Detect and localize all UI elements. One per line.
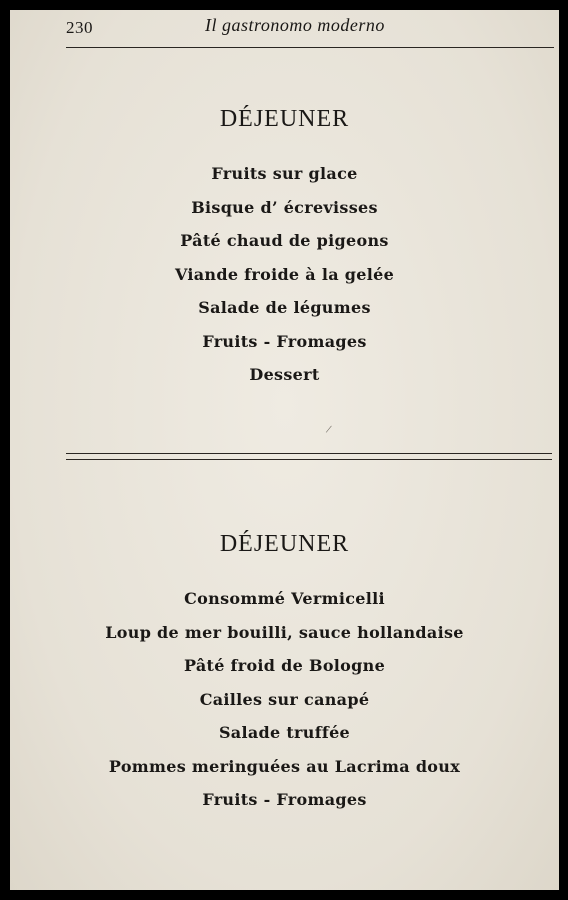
menu-section — [10, 99, 559, 392]
page-number: 230 — [66, 18, 93, 37]
menu-item: Pommes meringuées au Lacrima doux — [108, 756, 461, 776]
header-rule — [66, 47, 554, 48]
menu-item: Pâté froid de Bologne — [183, 656, 386, 675]
menu-item: Salade truffée — [218, 723, 351, 742]
menu-item: Pâté chaud de pigeons — [180, 231, 389, 250]
menu-item: Fruits - Fromages — [202, 790, 367, 809]
menu-item: Cailles sur canapé — [199, 689, 370, 709]
double-rule-divider — [66, 453, 552, 460]
menu-title: DÉJEUNER — [219, 106, 350, 132]
menu-item: Salade de légumes — [198, 298, 371, 317]
menu-section — [10, 524, 559, 817]
menu-item: Viande froide à la gelée — [174, 264, 395, 284]
running-title: Il gastronomo moderno — [205, 15, 385, 35]
ink-speck: / — [324, 421, 333, 437]
menu-item-list — [10, 582, 559, 817]
menu-item: Fruits sur glace — [211, 164, 358, 183]
menu-item: Dessert — [249, 365, 320, 384]
page-header — [10, 10, 559, 52]
book-page — [10, 10, 559, 890]
menu-item: Bisque d’ écrevisses — [191, 197, 378, 217]
menu-item: Fruits - Fromages — [202, 331, 367, 351]
menu-title: DÉJEUNER — [219, 531, 350, 557]
menu-item: Consommé Vermicelli — [184, 589, 385, 608]
menu-item-list — [10, 157, 559, 392]
menu-item: Loup de mer bouilli, sauce hollandaise — [105, 622, 464, 642]
